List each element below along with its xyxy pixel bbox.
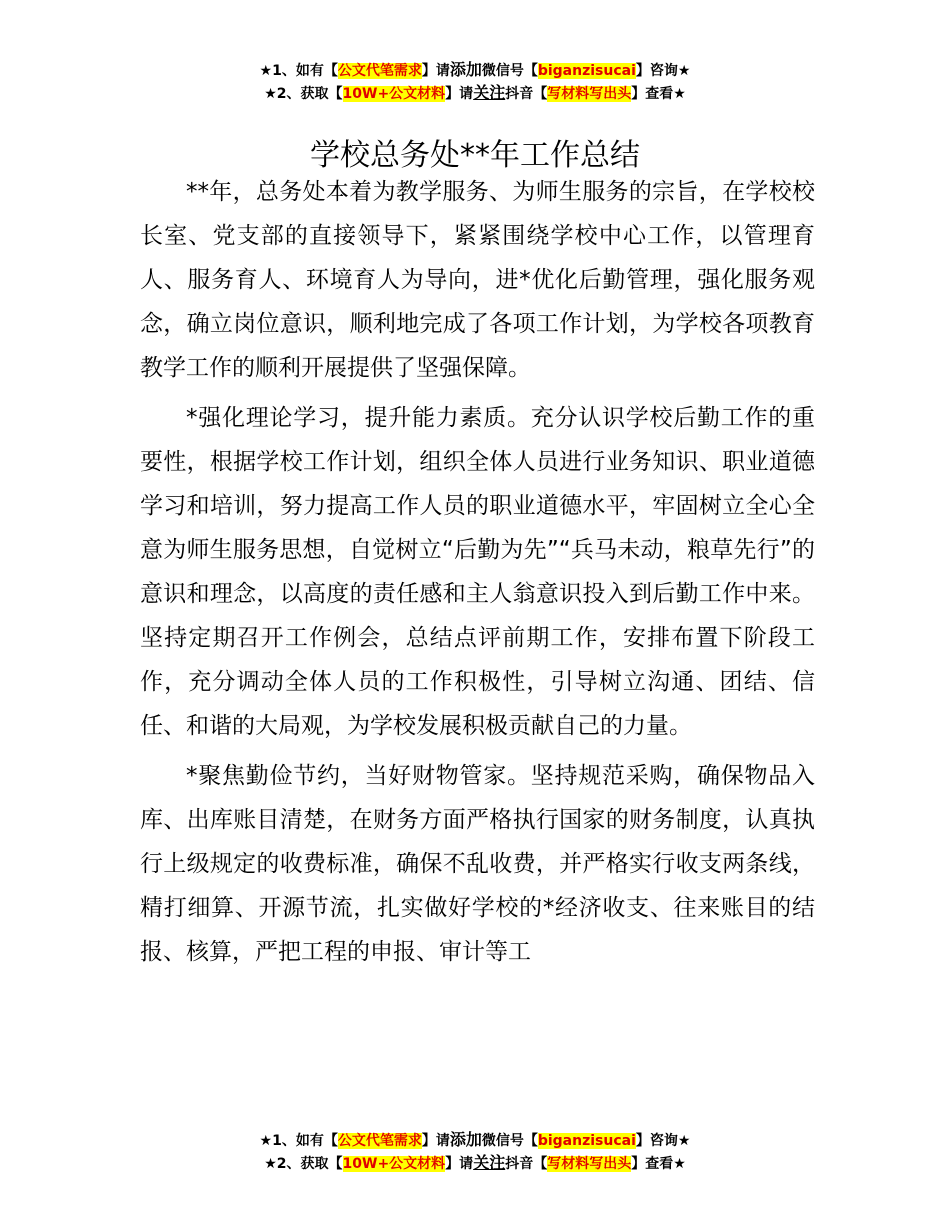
paragraph-intro: **年，总务处本着为教学服务、为师生服务的宗旨，在学校校长室、党支部的直接领导下，紧紧围绕学校中心工作，以管理育人、服务育人、环境育人为导向，进*优化后勤管理，强化服务观念，确立岗位意识，顺利地完成了各项工作计划，为学校各项教育教学工作的顺利开展提供了坚强保障。 [140,179,815,381]
banner-line-2: ★2、获取【10W+公文材料】请关注抖音【写材料写出头】查看★ [264,83,686,102]
highlight-service: 公文代笔需求 [337,1133,422,1149]
paragraph-frugality: *聚焦勤俭节约，当好财物管家。坚持规范采购，确保物品入库、出库账目清楚，在财务方面严格执行国家的财务制度，认真执行上级规定的收费标准，确保不乱收费，并严格实行收支两条线，精打细算、开源节流，扎实做好学校的*经济收支、往来账目的结报、核算，严把工程的申报、审计等工 [140,763,815,965]
paragraph-theory-study: *强化理论学习，提升能力素质。充分认识学校后勤工作的重要性，根据学校工作计划，组织全体人员进行业务知识、职业道德学习和培训，努力提高工作人员的职业道德水平，牢固树立全心全意为师生服务思想，自觉树立“后勤为先”“兵马未动，粮草先行”的意识和理念，以高度的责任感和主人翁意识投入到后勤工作中来。坚持定期召开工作例会，总结点评前期工作，安排布置下阶段工作，充分调动全体人员的工作积极性，引导树立沟通、团结、信任、和谐的大局观，为学校发展积极贡献自己的力量。 [140,405,815,739]
highlight-materials: 10W+公文材料 [342,86,446,102]
highlight-wechat-id: biganzisucai [537,1133,636,1149]
footer-banner [0,1129,950,1175]
banner-line-1: ★1、如有【公文代笔需求】请添加微信号【biganzisucai】咨询★ [259,1130,691,1149]
header-banner [0,59,950,105]
highlight-service: 公文代笔需求 [337,63,422,79]
highlight-douyin-account: 写材料写出头 [547,1156,632,1172]
banner-line-1: ★1、如有【公文代笔需求】请添加微信号【biganzisucai】咨询★ [259,60,691,79]
banner-line-2: ★2、获取【10W+公文材料】请关注抖音【写材料写出头】查看★ [264,1153,686,1172]
highlight-materials: 10W+公文材料 [342,1156,446,1172]
document-title: 学校总务处**年工作总结 [310,138,640,174]
highlight-douyin-account: 写材料写出头 [547,86,632,102]
document-body [140,170,815,980]
highlight-wechat-id: biganzisucai [537,63,636,79]
